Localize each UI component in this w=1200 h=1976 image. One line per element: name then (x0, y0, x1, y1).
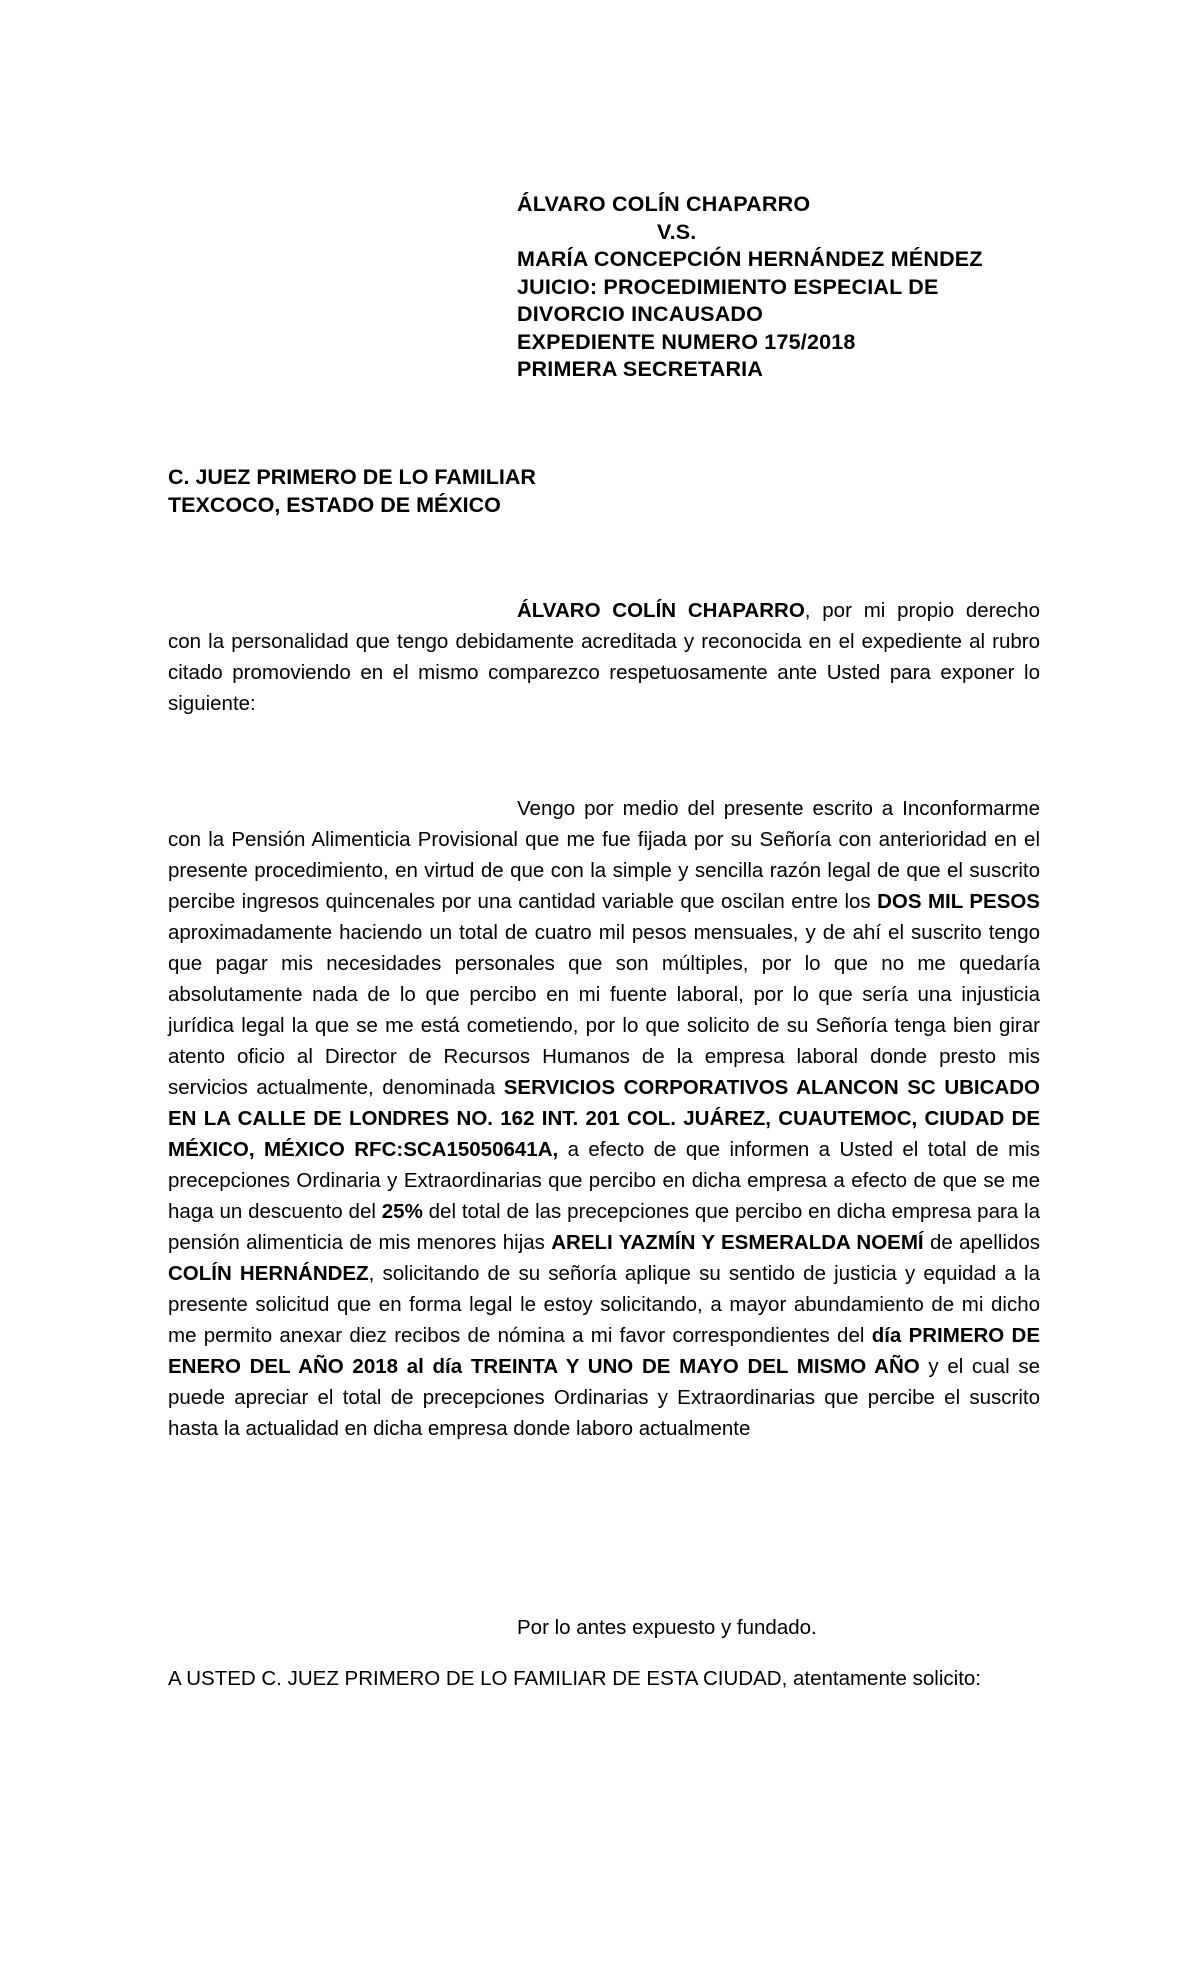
body-bold-surnames: COLÍN HERNÁNDEZ (168, 1262, 369, 1285)
intro-name: ÁLVARO COLÍN CHAPARRO (517, 599, 805, 622)
body-text-4: del total de las precepciones que percibo en dicha empresa para la pensión alimenticia de mis menores hijas (168, 1200, 1041, 1254)
body-text-3: a efecto de que informen a Usted el total de mis precepciones Ordinaria y Extraordinarias que percibo en dicha empresa a efecto de que se me haga un descuento del (168, 1138, 1040, 1223)
intro-paragraph (168, 595, 1040, 719)
addressee-judge: C. JUEZ PRIMERO DE LO FAMILIAR (168, 465, 536, 489)
file-number: EXPEDIENTE NUMERO 175/2018 (517, 329, 856, 354)
addressee-location: TEXCOCO, ESTADO DE MÉXICO (168, 493, 501, 517)
body-bold-daughters: ARELI YAZMÍN Y ESMERALDA NOEMÍ (551, 1231, 924, 1254)
body-text-6: , solicitando de su señoría aplique su sentido de justicia y equidad a la presente solicitud que en forma legal le estoy solicitando, a mayor abundamiento de mi dicho me permito anexar diez recibos de nómina a mi favor correspondientes del (168, 1262, 1040, 1347)
defendant-name: MARÍA CONCEPCIÓN HERNÁNDEZ MÉNDEZ (517, 247, 983, 271)
addressee-block (168, 463, 536, 519)
body-bold-dates: día PRIMERO DE ENERO DEL AÑO 2018 al día TREINTA Y UNO DE MAYO DEL MISMO AÑO (168, 1324, 1040, 1378)
intro-text: , por mi propio derecho con la personalidad que tengo debidamente acreditada y reconocida en el expediente al rubro citado promoviendo en el mismo comparezco respetuosamente ante Usted para exponer lo siguiente: (168, 599, 1040, 715)
body-bold-amount: DOS MIL PESOS (877, 890, 1040, 913)
secretariat: PRIMERA SECRETARIA (517, 357, 764, 381)
body-text-2: aproximadamente haciendo un total de cuatro mil pesos mensuales, y de ahí el suscrito tengo que pagar mis necesidades personales que son múltiples, por lo que no me quedaría absolutamente nada de lo que percibo en mi fuente laboral, por lo que sería una injusticia jurídica legal la que se me está cometiendo, por lo que solicito de su Señoría tenga bien girar atento oficio al Director de Recursos Humanos de la empresa laboral donde presto mis servicios actualmente, denominada (168, 921, 1040, 1099)
closing-line: Por lo antes expuesto y fundado. (517, 1616, 817, 1639)
final-request: A USTED C. JUEZ PRIMERO DE LO FAMILIAR DE ESTA CIUDAD, atentamente solicito: (168, 1667, 982, 1690)
body-paragraph (168, 793, 1040, 1444)
trial-type-line2: DIVORCIO INCAUSADO (517, 302, 764, 326)
case-caption (517, 191, 1077, 384)
plaintiff-name: ÁLVARO COLÍN CHAPARRO (517, 192, 811, 216)
body-text-5: de apellidos (923, 1231, 1040, 1254)
body-bold-company: SERVICIOS CORPORATIVOS ALANCON SC UBICADO EN LA CALLE DE LONDRES NO. 162 INT. 201 COL. JUÁREZ, CUAUTEMOC, CIUDAD DE MÉXICO, MÉXICO RFC:SCA15050641A, (168, 1076, 1040, 1161)
trial-type-line1: JUICIO: PROCEDIMIENTO ESPECIAL DE (517, 274, 939, 299)
body-bold-percent: 25% (381, 1200, 423, 1223)
body-text-1: Vengo por medio del presente escrito a Inconformarme con la Pensión Alimenticia Provisional que me fue fijada por su Señoría con anterioridad en el presente procedimiento, en virtud de que con la simple y sencilla razón legal de que el suscrito percibe ingresos quincenales por una cantidad variable que oscilan entre los (168, 797, 1040, 913)
versus-label: V.S. (657, 219, 697, 244)
body-text-7: y el cual se puede apreciar el total de precepciones Ordinarias y Extraordinarias que percibe el suscrito hasta la actualidad en dicha empresa donde laboro actualmente (168, 1355, 1040, 1440)
